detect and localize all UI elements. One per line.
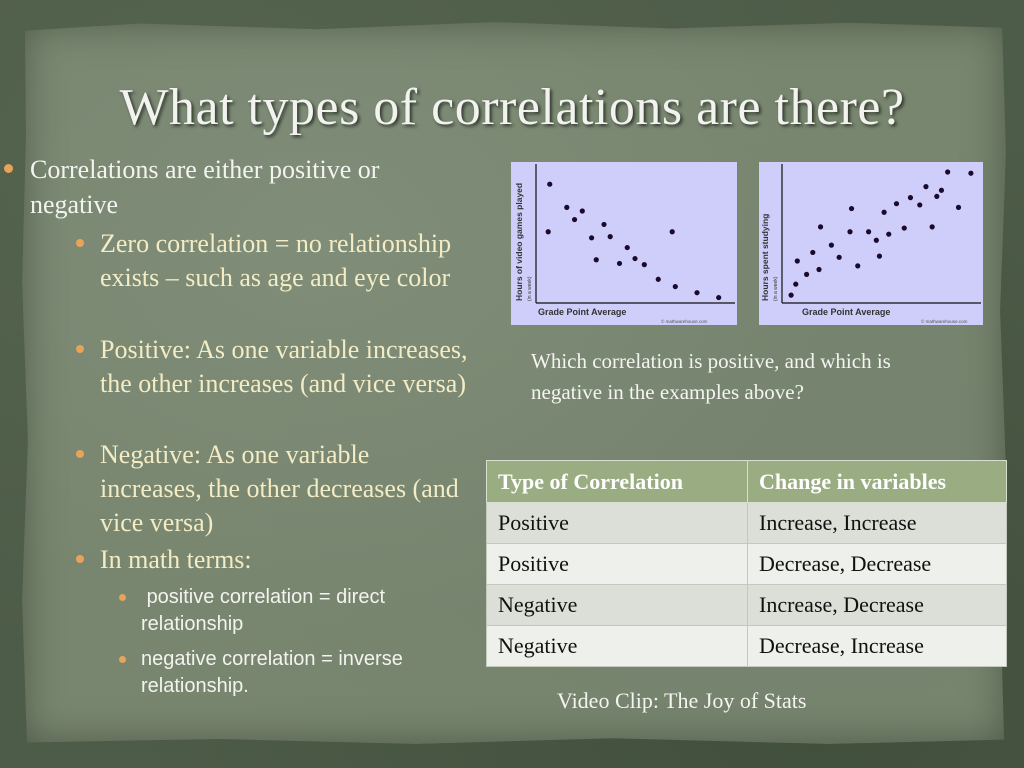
table-row bbox=[487, 503, 1007, 544]
table-cell-change: Increase, Increase bbox=[748, 503, 1007, 544]
data-point bbox=[829, 243, 834, 248]
bullet-main bbox=[30, 152, 430, 222]
data-point bbox=[547, 182, 552, 187]
bullet-zero bbox=[100, 227, 475, 295]
data-point bbox=[816, 267, 821, 272]
table-header-change: Change in variables bbox=[748, 461, 1007, 503]
table-row bbox=[487, 626, 1007, 667]
data-point bbox=[874, 238, 879, 243]
data-point bbox=[642, 262, 647, 267]
data-point bbox=[866, 229, 871, 234]
data-point bbox=[572, 217, 577, 222]
data-point bbox=[877, 254, 882, 259]
bullet-dot-icon bbox=[4, 164, 13, 173]
data-point bbox=[956, 205, 961, 210]
data-point bbox=[849, 206, 854, 211]
data-point bbox=[617, 261, 622, 266]
table-header-row bbox=[487, 461, 1007, 503]
slide-title: What types of correlations are there? bbox=[119, 79, 905, 136]
data-point bbox=[968, 171, 973, 176]
bullet-zero-text: Zero correlation = no relationship exists – such as age and eye color bbox=[100, 229, 452, 292]
bullet-dot-icon bbox=[76, 239, 84, 247]
bullet-dot-icon bbox=[119, 594, 126, 601]
bullet-negative bbox=[100, 438, 475, 540]
data-point bbox=[930, 224, 935, 229]
data-point bbox=[789, 293, 794, 298]
data-point bbox=[894, 201, 899, 206]
data-point bbox=[886, 232, 891, 237]
data-point bbox=[656, 277, 661, 282]
table-cell-type: Positive bbox=[487, 503, 748, 544]
data-point bbox=[818, 224, 823, 229]
data-point bbox=[632, 256, 637, 261]
data-point bbox=[923, 184, 928, 189]
bullet-positive-text: Positive: As one variable increases, the other increases (and vice versa) bbox=[100, 335, 468, 398]
x-axis-label: Grade Point Average bbox=[802, 307, 891, 317]
table-cell-change: Decrease, Increase bbox=[748, 626, 1007, 667]
scatter-plot-positive bbox=[759, 162, 983, 325]
data-point bbox=[546, 229, 551, 234]
bullet-dot-icon bbox=[76, 450, 84, 458]
data-point bbox=[939, 188, 944, 193]
data-point bbox=[882, 210, 887, 215]
bullet-inverse bbox=[141, 646, 471, 700]
bullet-math bbox=[100, 543, 475, 577]
data-point bbox=[564, 205, 569, 210]
data-point bbox=[855, 263, 860, 268]
scatter-plot-negative bbox=[511, 162, 737, 325]
y-axis-sublabel: (in a week) bbox=[527, 276, 533, 301]
bullet-dot-icon bbox=[76, 345, 84, 353]
bullet-inverse-text: negative correlation = inverse relationship. bbox=[141, 648, 403, 697]
data-point bbox=[793, 282, 798, 287]
data-point bbox=[670, 229, 675, 234]
data-point bbox=[625, 245, 630, 250]
table-cell-change: Decrease, Decrease bbox=[748, 544, 1007, 585]
table-row bbox=[487, 585, 1007, 626]
data-points bbox=[546, 182, 722, 301]
table-header-type: Type of Correlation bbox=[487, 461, 748, 503]
y-axis-sublabel: (in a week) bbox=[773, 276, 779, 301]
table-cell-type: Negative bbox=[487, 585, 748, 626]
data-point bbox=[673, 284, 678, 289]
table-cell-type: Positive bbox=[487, 544, 748, 585]
data-point bbox=[837, 255, 842, 260]
table-row bbox=[487, 544, 1007, 585]
data-point bbox=[716, 295, 721, 300]
y-axis-label: Hours of video games played bbox=[514, 182, 524, 301]
bullet-direct-text: positive correlation = direct relationship bbox=[141, 586, 391, 635]
bullet-math-text: In math terms: bbox=[100, 545, 252, 574]
data-point bbox=[934, 194, 939, 199]
data-point bbox=[594, 257, 599, 262]
data-point bbox=[847, 229, 852, 234]
bullet-positive bbox=[100, 333, 475, 401]
y-axis-label: Hours spent studying bbox=[760, 213, 770, 301]
data-point bbox=[917, 202, 922, 207]
data-points bbox=[789, 169, 974, 297]
correlation-table bbox=[486, 460, 1007, 667]
x-axis-label: Grade Point Average bbox=[538, 307, 627, 317]
bullet-dot-icon bbox=[76, 555, 84, 563]
data-point bbox=[580, 208, 585, 213]
bullet-dot-icon bbox=[119, 656, 126, 663]
table-cell-type: Negative bbox=[487, 626, 748, 667]
data-point bbox=[810, 250, 815, 255]
data-point bbox=[694, 290, 699, 295]
data-point bbox=[601, 222, 606, 227]
data-point bbox=[945, 169, 950, 174]
scatter-plot-positive-svg bbox=[759, 162, 983, 325]
data-point bbox=[608, 234, 613, 239]
bullet-negative-text: Negative: As one variable increases, the other decreases (and vice versa) bbox=[100, 440, 459, 537]
data-point bbox=[804, 272, 809, 277]
bullet-direct bbox=[141, 584, 471, 638]
question-text: Which correlation is positive, and which is negative in the examples above? bbox=[531, 349, 891, 404]
data-point bbox=[795, 258, 800, 263]
data-point bbox=[902, 225, 907, 230]
video-clip-link[interactable]: Video Clip: The Joy of Stats bbox=[557, 688, 807, 713]
bullet-main-text: Correlations are either positive or negative bbox=[30, 155, 380, 219]
scatter-plot-negative-svg bbox=[511, 162, 737, 325]
data-point bbox=[589, 235, 594, 240]
data-point bbox=[908, 195, 913, 200]
plot-credit: © mathwarehouse.com bbox=[921, 319, 968, 324]
table-cell-change: Increase, Decrease bbox=[748, 585, 1007, 626]
plot-credit: © mathwarehouse.com bbox=[661, 319, 708, 324]
